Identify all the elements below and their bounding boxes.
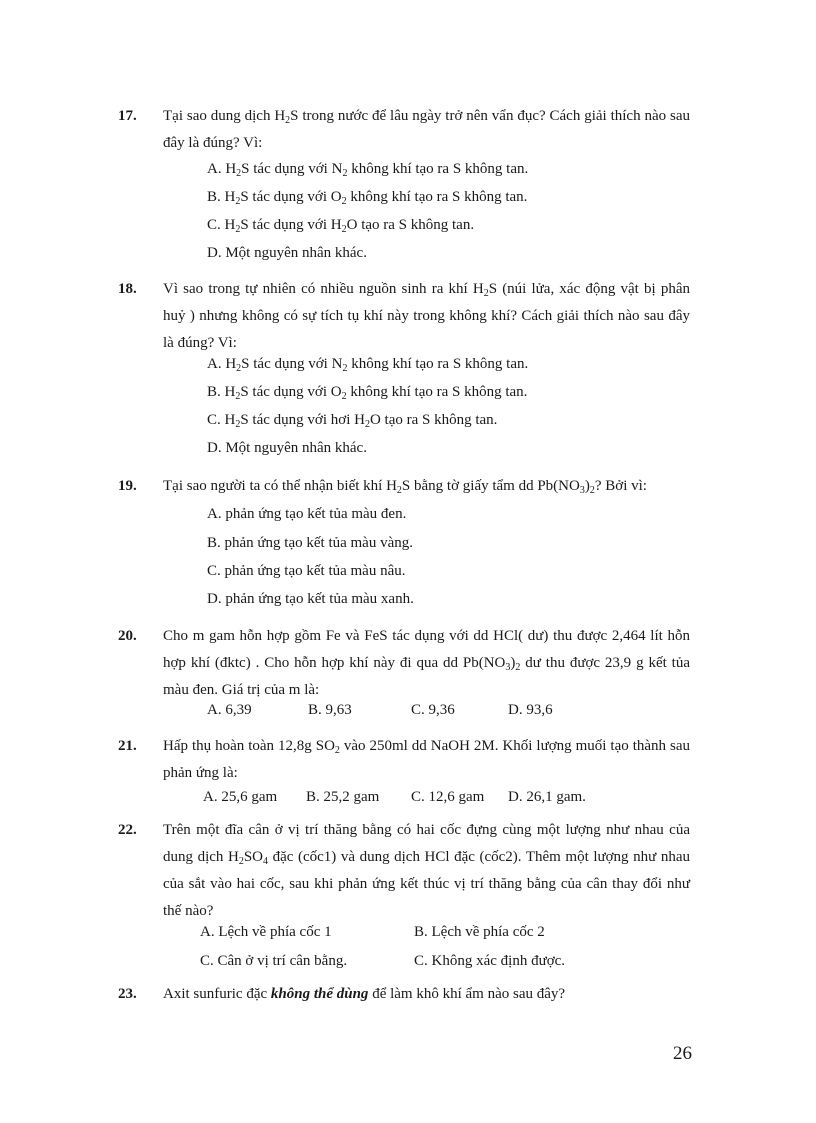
option-a: A. $H_2S$ tác dụng với $N_2$ không khí tạo ra S không tan.: [207, 161, 529, 179]
option-d: D. 93,6: [508, 702, 553, 718]
option-c: C. Cân ở vị trí cân bằng.: [200, 953, 348, 969]
option-d: D. phản ứng tạo kết tủa màu xanh.: [207, 591, 414, 607]
option-c: C. 12,6 gam: [411, 789, 485, 805]
option-a: A. Lệch về phía cốc 1: [200, 924, 332, 940]
question-text: Tại sao người ta có thể nhận biết khí $H_2S$ bằng tờ giấy tẩm dd $Pb(NO_3)_2$? Bởi vì:: [163, 478, 647, 496]
question-text: Cho m gam hỗn hợp gồm Fe và FeS tác dụng với dd HCl( dư) thu được 2,464 lít hỗn hợp khí (đktc) . Cho hỗn hợp khí này đi qua dd $Pb(NO_3)_2$ dư thu được 23,9 g kết tủa màu đen. Giá trị của m là:: [163, 628, 690, 698]
option-b: B. Lệch về phía cốc 2: [414, 924, 545, 940]
option-d: D. 26,1 gam.: [508, 789, 586, 805]
emphasis-text: không thể dùng: [270, 986, 369, 1002]
question-text: Vì sao trong tự nhiên có nhiều nguồn sinh ra khí $H_2S$ (núi lửa, xác động vật bị phân huỷ ) nhưng không có sự tích tụ khí này trong không khí? Cách giải thích nào sau đây là đúng? Vì:: [163, 281, 690, 351]
question-20: [118, 623, 690, 704]
question-number: 19.: [118, 478, 137, 494]
option-b: B. $H_2S$ tác dụng với $O_2$ không khí tạo ra S không tan.: [207, 384, 528, 402]
option-d: D. Một nguyên nhân khác.: [207, 440, 367, 456]
page-number: 26: [673, 1043, 692, 1064]
question-number: 18.: [118, 281, 137, 297]
option-a: A. phản ứng tạo kết tủa màu đen.: [207, 506, 407, 522]
option-b: B. 9,63: [308, 702, 352, 718]
option-d: D. Một nguyên nhân khác.: [207, 245, 367, 261]
option-c: C. $H_2S$ tác dụng với $H_2O$ tạo ra S không tan.: [207, 217, 475, 235]
question-text: Trên một đĩa cân ở vị trí thăng bằng có hai cốc đựng cùng một lượng như nhau của dung dịch $H_2SO_4$ đặc (cốc1) và dung dịch HCl đặc (cốc2). Thêm một lượng như nhau của sắt vào hai cốc, sau khi phản ứng kết thúc vị trí thăng bằng của cân thay đổi như thế nào?: [163, 822, 690, 919]
question-number: 22.: [118, 822, 137, 838]
option-c: C. $H_2S$ tác dụng với hơi $H_2O$ tạo ra S không tan.: [207, 412, 498, 430]
question-22: [118, 817, 690, 925]
option-a: A. $H_2S$ tác dụng với $N_2$ không khí tạo ra S không tan.: [207, 356, 529, 374]
question-number: 20.: [118, 628, 137, 644]
question-23: [118, 981, 690, 1008]
question-18: [118, 276, 690, 357]
question-19: [118, 473, 690, 500]
option-b: B. $H_2S$ tác dụng với $O_2$ không khí tạo ra S không tan.: [207, 189, 528, 207]
question-number: 17.: [118, 108, 137, 124]
option-c: C. 9,36: [411, 702, 455, 718]
question-21: [118, 733, 690, 787]
question-17: [118, 103, 690, 157]
option-b: B. phản ứng tạo kết tủa màu vàng.: [207, 535, 414, 551]
question-number: 21.: [118, 738, 137, 754]
question-number: 23.: [118, 986, 137, 1002]
option-a: A. 6,39: [207, 702, 252, 718]
option-d: C. Không xác định được.: [414, 953, 566, 969]
option-c: C. phản ứng tạo kết tủa màu nâu.: [207, 563, 406, 579]
option-b: B. 25,2 gam: [306, 789, 380, 805]
question-text: Hấp thụ hoàn toàn 12,8g $SO_2$ vào 250ml dd NaOH 2M. Khối lượng muối tạo thành sau phản ứng là:: [163, 738, 690, 781]
question-text: Tại sao dung dịch $H_2S$ trong nước để lâu ngày trở nên vẩn đục? Cách giải thích nào sau đây là đúng? Vì:: [163, 108, 690, 151]
question-text: Axit sunfuric đặc không thể dùng để làm khô khí ẩm nào sau đây?: [163, 986, 566, 1002]
option-a: A. 25,6 gam: [203, 789, 278, 805]
